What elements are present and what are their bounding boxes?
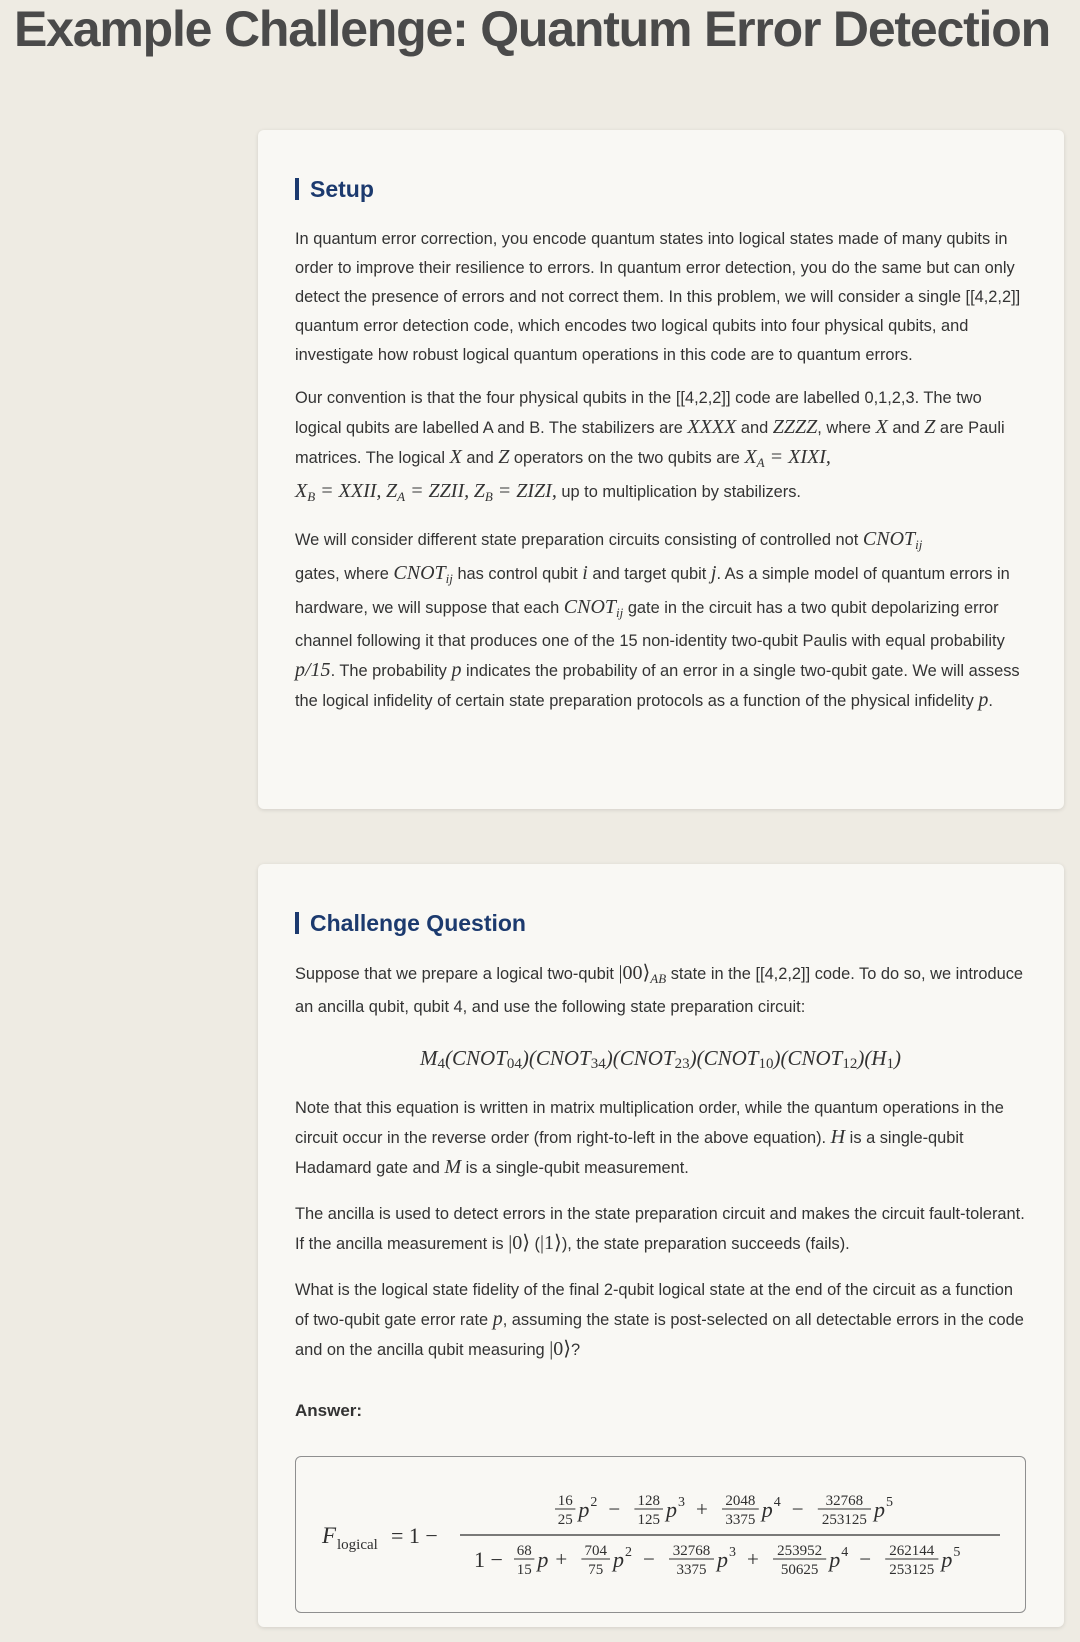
fraction-numerator: 253952 [777,1543,823,1559]
formula-sign: + [555,1547,568,1571]
heading-accent-bar [295,912,299,934]
question-paragraph-1: Suppose that we prepare a logical two-qubit $|00⟩_{AB}$ state in the [[4,2,2]] code. To do so, we introduce an ancilla qubit, qubit 4, and use the following state preparation circuit: [295,962,1024,1016]
question-paragraph-4: What is the logical state fidelity of the final 2-qubit logical state at the end of the circuit as a function of two-qubit gate error rate p, assuming the state is post-selected on all detectable errors in the code and on the ancilla qubit measuring |0⟩? [295,1281,1024,1360]
fraction-denominator: 3375 [725,1512,756,1528]
fraction-denominator: 253125 [821,1512,867,1528]
circuit-gate: (CNOT23) [612,1046,697,1072]
fraction-denominator: 50625 [780,1562,819,1578]
setup-paragraph-3: We will consider different state preparation circuits consisting of controlled not $CNOT_{ij}$ gates, where $CNOT_{ij}$ has control qubit i and target qubit j. As a simple model of quantum errors in hardware, we will suppose that each $CNOT_{ij}$ gate in the circuit has a two qubit depolarizing error channel following it that produces one of the 15 non-identity two-qubit Paulis with equal probability p/15. The probability p indicates the probability of an error in a single two-qubit gate. We will assess the logical infidelity of certain state preparation protocols as a function of the physical infidelity p. [295,528,1020,711]
formula-sign: − [643,1547,655,1571]
answer-box [295,1456,1026,1613]
formula-exponent: 5 [886,1495,893,1510]
fraction-numerator: 68 [516,1543,532,1559]
answer-label: Answer: [295,1401,363,1420]
fraction-denominator: 3375 [676,1562,707,1578]
formula-variable: p [537,1547,549,1572]
formula-sign: + [696,1497,708,1521]
fraction-numerator: 262144 [889,1543,935,1559]
heading-accent-bar [295,178,299,200]
circuit-gate: M4 [420,1046,446,1072]
circuit-gate: (CNOT10) [696,1046,781,1072]
setup-heading [295,174,1026,204]
fraction-numerator: 32768 [672,1543,711,1559]
formula-sign: − [859,1547,872,1571]
fraction-denominator: 25 [557,1512,573,1528]
formula-exponent: 3 [729,1545,736,1560]
formula-equals: = 1 − [391,1523,438,1548]
formula-variable: p [717,1547,728,1572]
formula-variable: p [941,1547,953,1572]
setup-card [258,130,1064,809]
question-paragraph-2: Note that this equation is written in matrix multiplication order, while the quantum operations in the circuit occur in the reverse order (from right-to-left in the above equation). H is a single-qubit Hadamard gate and M is a single-qubit measurement. [295,1099,1004,1178]
challenge-card [258,864,1064,1627]
formula-variable: p [666,1497,677,1522]
fraction-numerator: 32768 [825,1493,864,1509]
formula-sign: − [608,1497,621,1521]
formula-exponent: 4 [773,1495,781,1510]
formula-variable: p [578,1497,590,1522]
setup-paragraph-2: Our convention is that the four physical qubits in the [[4,2,2]] code are labelled 0,1,2,3. The two logical qubits are labelled A and B. The stabilizers are XXXX and ZZZZ, where X and Z are Pauli matrices. The logical X and Z operators on the two qubits are $X_A$ = XIXI, $X_B$ = XXII, $Z_A$ = ZZII, $Z_B$ = ZIZI, up to multiplication by stabilizers. [295,389,1005,504]
formula-exponent: 4 [841,1545,849,1560]
challenge-heading [295,908,1026,938]
answer-formula [296,1457,1025,1614]
formula-sign: − [791,1497,804,1521]
formula-denominator-lead: 1 − [474,1547,503,1572]
formula-sign: + [747,1547,759,1571]
formula-lhs-subscript: logical [337,1537,378,1553]
fraction-denominator: 75 [588,1562,604,1578]
circuit-gate: (H1) [864,1046,901,1072]
formula-variable: p [874,1497,885,1522]
circuit-gate: (CNOT12) [780,1046,865,1072]
formula-exponent: 3 [678,1495,685,1510]
fraction-numerator: 2048 [725,1493,756,1509]
challenge-heading-text: Challenge Question [310,909,526,936]
formula-variable: p [613,1547,624,1572]
fraction-numerator: 16 [557,1493,573,1509]
page-title: Example Challenge: Quantum Error Detection [14,1,1050,57]
formula-exponent: 2 [590,1495,598,1510]
circuit-gate: (CNOT34) [528,1046,613,1072]
circuit-equation [295,1036,1026,1080]
formula-exponent: 2 [625,1545,632,1560]
question-paragraph-3: The ancilla is used to detect errors in the state preparation circuit and makes the circuit fault-tolerant. If the ancilla measurement is |0⟩ (|1⟩), the state preparation succeeds (fails). [295,1205,1025,1254]
formula-lhs: F [322,1523,337,1548]
setup-heading-text: Setup [310,175,374,202]
circuit-gate: (CNOT04) [445,1046,529,1072]
fraction-numerator: 704 [584,1543,607,1559]
fraction-denominator: 125 [637,1512,660,1528]
formula-variable: p [761,1497,773,1522]
fraction-denominator: 15 [516,1562,532,1578]
fraction-numerator: 128 [637,1493,660,1509]
formula-exponent: 5 [953,1545,961,1560]
fraction-denominator: 253125 [889,1562,935,1578]
setup-paragraph-1: In quantum error correction, you encode quantum states into logical states made of many qubits in order to improve their resilience to errors. In quantum error detection, you do the same but can only detect the presence of errors and not correct them. In this problem, we will consider a single [[4,2,2]] quantum error detection code, which encodes two logical qubits into four physical qubits, and investigate how robust logical quantum operations in this code are to quantum errors. [295,230,1021,364]
formula-variable: p [829,1547,841,1572]
